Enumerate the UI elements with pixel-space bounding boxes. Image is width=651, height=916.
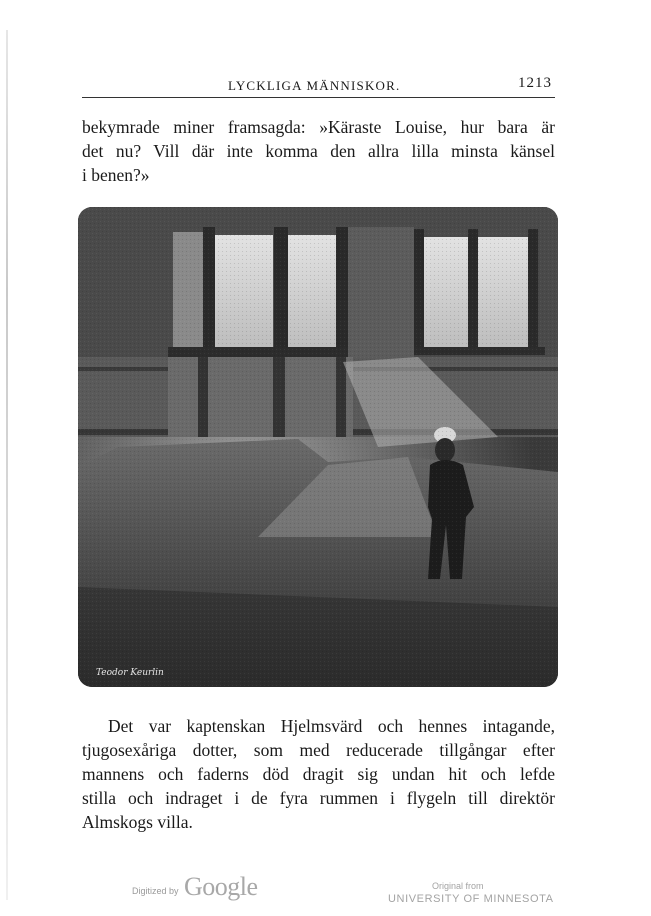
text-line: mannens och faderns död dragit sig undan hit och lefde <box>82 764 555 784</box>
lithograph-interior-figure <box>78 207 558 687</box>
original-from-label: Original from <box>432 881 484 891</box>
text-line: det nu? Vill där inte komma den allra lilla minsta känsel <box>82 141 555 161</box>
page-number: 1213 <box>518 75 552 91</box>
text-line: stilla och indraget i de fyra rummen i flygeln till direktör <box>82 788 555 808</box>
text-line: bekymrade miner framsagda: »Käraste Louise, hur bara är <box>82 117 555 137</box>
running-head: LYCKLIGA MÄNNISKOR. <box>228 78 401 93</box>
digitized-by-label: Digitized by <box>132 886 179 896</box>
google-logo: Google <box>184 872 258 901</box>
text-line: Almskogs villa. <box>82 812 193 832</box>
page-edge-shadow <box>6 30 8 900</box>
illustration-plate <box>78 207 558 687</box>
paragraph-top <box>82 115 555 187</box>
paragraph-bottom <box>82 714 555 834</box>
text-line: tjugosexåriga dotter, som med reducerade tillgångar efter <box>82 740 555 760</box>
text-line: i benen?» <box>82 165 150 185</box>
institution-label: UNIVERSITY OF MINNESOTA <box>388 893 554 905</box>
artist-signature: Teodor Keurlin <box>96 668 164 678</box>
text-line: Det var kaptenskan Hjelmsvärd och hennes intagande, <box>108 716 555 736</box>
header-rule <box>82 97 555 98</box>
